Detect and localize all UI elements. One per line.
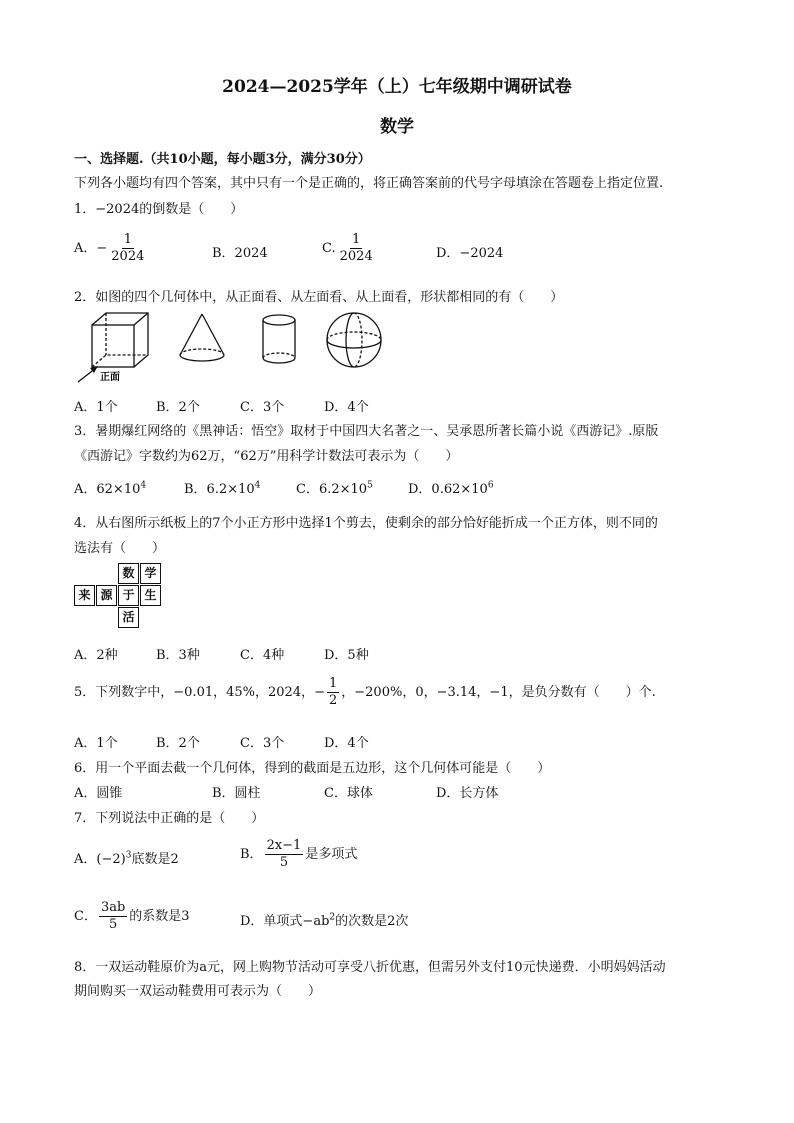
q7-stem: 7．下列说法中正确的是（ ） <box>74 811 265 826</box>
q6-option-b: B．圆柱 <box>212 786 261 801</box>
q2-option-d: D．4个 <box>324 400 369 415</box>
q5-option-c: C．3个 <box>240 736 285 751</box>
q4-line2: 选法有（ ） <box>74 541 166 556</box>
q1-option-c: C. $\frac{1}{2024}$ <box>322 232 373 264</box>
q5-option-b: B．2个 <box>156 736 200 751</box>
q4-option-d: D．5种 <box>324 648 369 663</box>
net-cell: 源 <box>96 585 117 606</box>
q4-option-b: B．3种 <box>156 648 200 663</box>
front-label: 正面 <box>100 372 120 383</box>
q6-option-c: C．球体 <box>324 786 373 801</box>
q8-line1: 8．一双运动鞋原价为a元，网上购物节活动可享受八折优惠，但需另外支付10元快递费．小明妈妈活动 <box>74 960 666 975</box>
section-instruction: 下列各小题均有四个答案，其中只有一个是正确的，将正确答案前的代号字母填涂在答题卷上指定位置. <box>74 176 664 191</box>
q2-stem: 2．如图的四个几何体中，从正面看、从左面看、从上面看，形状都相同的有（ ） <box>74 290 564 305</box>
q5-option-d: D．4个 <box>324 736 369 751</box>
q1-option-a: A．− $\frac{1}{2024}$ <box>74 232 145 264</box>
q7-option-b: B． $\frac{2x-1}{5}$ 是多项式 <box>240 838 358 870</box>
q3-line1: 3．暑期爆红网络的《黑神话：悟空》取材于中国四大名著之一、吴承恩所著长篇小说《西游记》.原版 <box>74 424 659 439</box>
subject-title: 数学 <box>380 117 414 137</box>
q1-option-d: D．−2024 <box>436 246 504 261</box>
q3-option-d: D．$0.62\times 10^6$ <box>408 480 494 497</box>
q3-line2: 《西游记》字数约为62万，“62万”用科学计数法可表示为（ ） <box>74 449 459 464</box>
solids-figure <box>74 308 394 388</box>
cylinder-figure <box>263 315 295 363</box>
q7-option-c: C． $\frac{3ab}{5}$ 的系数是3 <box>74 900 190 932</box>
q3-option-b: B．$6.2\times 10^4$ <box>184 480 261 497</box>
q4-option-c: C．4种 <box>240 648 285 663</box>
q7-option-d: D．单项式$-ab^2$的次数是2次 <box>240 912 409 929</box>
q3-option-a: A．$62\times 10^4$ <box>74 480 147 497</box>
net-cell: 于 <box>118 585 139 606</box>
net-cell: 数 <box>118 563 139 584</box>
front-arrow <box>78 366 98 382</box>
q6-option-a: A．圆锥 <box>74 786 123 801</box>
q6-option-d: D．长方体 <box>436 786 499 801</box>
q4-option-a: A．2种 <box>74 648 118 663</box>
q2-option-a: A．1个 <box>74 400 118 415</box>
q2-option-c: C．3个 <box>240 400 285 415</box>
q5-option-a: A．1个 <box>74 736 118 751</box>
net-cell: 生 <box>140 585 161 606</box>
cube-figure <box>92 313 148 367</box>
net-cell: 学 <box>140 563 161 584</box>
q4-line1: 4．从右图所示纸板上的7个小正方形中选择1个剪去，使剩余的部分恰好能折成一个正方体，则不同的 <box>74 516 658 531</box>
q1-option-b: B．2024 <box>212 246 268 261</box>
q7-option-a: A．$(-2)^3$底数是2 <box>74 850 179 867</box>
q1-stem: 1．−2024的倒数是（ ） <box>74 202 244 217</box>
q5-stem: 5．下列数字中，−0.01，45%，2024，− $\frac{1}{2}$ ，−200%，0，−3.14，−1，是负分数有（ ）个. <box>74 676 656 708</box>
q8-line2: 期间购买一双运动鞋费用可表示为（ ） <box>74 984 322 999</box>
sphere-figure <box>327 313 381 367</box>
q6-stem: 6．用一个平面去截一个几何体，得到的截面是五边形，这个几何体可能是（ ） <box>74 761 551 776</box>
section-heading: 一、选择题.（共10小题，每小题3分，满分30分） <box>74 152 371 167</box>
q3-option-c: C．$6.2\times 10^5$ <box>296 480 373 497</box>
net-cell: 来 <box>74 585 95 606</box>
cone-figure <box>180 314 224 361</box>
q2-option-b: B．2个 <box>156 400 200 415</box>
exam-title: 2024—2025学年（上）七年级期中调研试卷 <box>222 77 572 97</box>
net-cell: 活 <box>118 607 139 628</box>
